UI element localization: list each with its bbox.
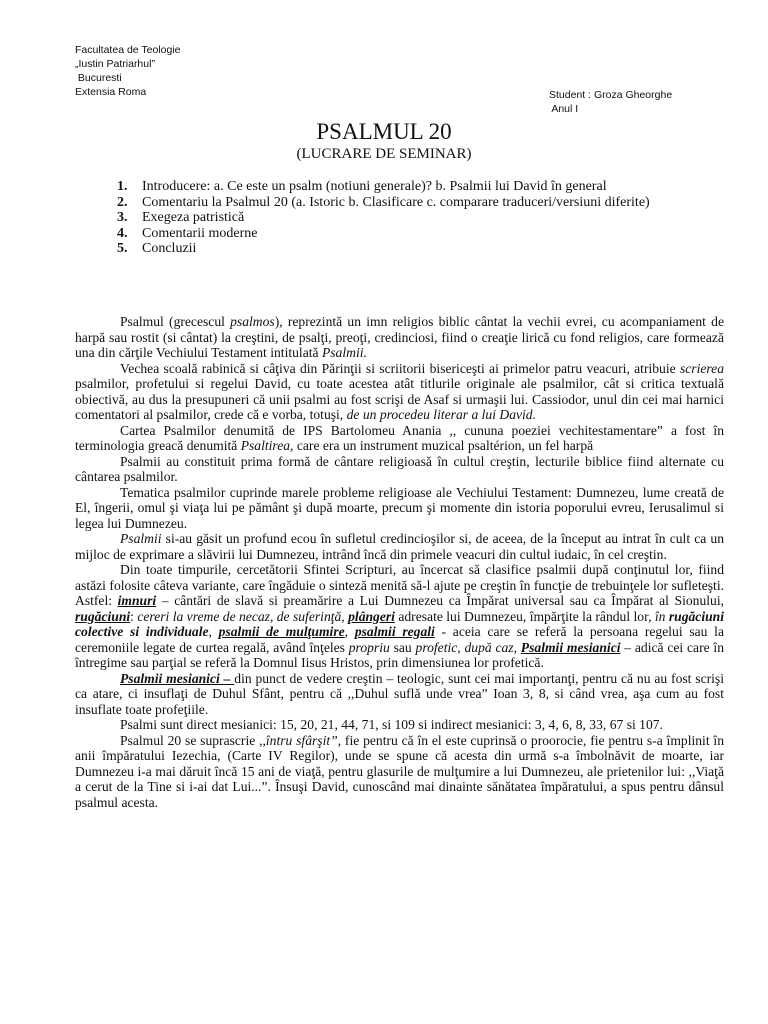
text-run-emphasis: psalmii de mulţumire [218,624,345,639]
text-run-italic: Psalmii [120,531,162,546]
text-run-italic: propriu [348,639,390,655]
text-run: – adică cei care în întregime sau parţial se referă la Domnul Iisus Hristos, prin dimensiunea lor profetică. [75,639,725,670]
text-run-italic: în [654,608,666,624]
text-run: Din toate timpurile, cercetătorii Sfintei Scripturi, au încercat să clasifice psalmii după conţinutul lor, fiind astăzi folosite câteva variante, care îngăduie o sinteză menită să-l ajute pe creştin în funcţie de trebuinţele lor sufleteşti. Astfel: [75,562,724,608]
paragraph-psalm-20 [75,733,724,811]
toc-item [117,195,724,211]
text-run: Psalmul (grecescul [120,314,231,329]
institution-header [75,43,180,99]
text-run: , [208,624,219,639]
paragraph-echo [75,531,724,562]
text-run: care era un instrument muzical psaltérion, un fel harpă [293,438,594,453]
text-run-emphasis: psalmii regali [354,624,435,639]
faculty-name: Facultatea de Teologie [75,44,181,56]
toc-text: Concluzii [142,241,197,256]
text-run-italic: de un procedeu literar a lui David. [346,407,537,422]
text-run-italic: Psalmii. [321,345,367,360]
paragraph-messianic [75,671,724,718]
text-run-emphasis: plângeri [348,608,395,624]
toc-text: Exegeza patristică [142,210,245,225]
page-subtitle: (LUCRARE DE SEMINAR) [296,146,472,162]
text-run-emphasis: imnuri [117,593,157,608]
body-text [75,314,724,810]
text-run-emphasis: rugăciuni colective si individuale [75,608,725,639]
toc-item [117,179,724,195]
toc-number: 2. [117,194,128,210]
text-run: - aceia care se referă la persoana regelui sau la ceremoniile legate de curtea regală, având înţeles [75,624,724,655]
text-run: ), reprezintă un imn religios biblic cântat la vechii evrei, cu acompaniament de harpă sau rostit (si cântat) la creştini, de psalţi, preoţi, credinciosi, fiind o creaţie lirică cu fond religios, care formează una din cărţile Vechiului Testament intitulată [75,314,724,360]
text-run: si-au găsit un profund ecou în sufletul credincioşilor si, de aceea, de la început au intrat în cult ca un mijloc de exprimare a slăvirii lui Dumnezeu, intrând încă din primele veacuri din cultul iudaic, în cel creştin. [75,531,724,562]
text-run: din punct de vedere creştin – teologic, sunt cei mai importanţi, pentru că nu au fost scrişi ca atare, ci insuflaţi de Duhul Sfânt, pentru că ,,Duhul suflă unde vrea” Ioan 3, 8, si când vrea, aşa cum au fost insuflate toate profeţiile. [75,670,724,717]
text-run: Psalmul 20 se suprascrie ,, [120,732,266,748]
text-run: adresate lui Dumnezeu, împărţite la rândul lor, [394,608,655,624]
faculty-patron: „Iustin Patriarhul” [75,58,155,70]
text-run-italic: cereri la vreme de necaz, de suferinţă, [137,608,345,624]
text-run-italic: Psaltirea, [240,438,294,453]
text-run: Vechea scoală rabinică si câţiva din Părinţii si scriitorii bisericeşti ai primelor patru veacuri, atribuie [120,360,680,376]
toc-item [117,241,724,257]
page-title: PSALMUL 20 [316,119,452,144]
text-run: psalmilor, profetului si regelui David, cu toate acestea atât titlurile originale ale psalmilor, cât si critica textuală obiectivă, au dus la presupuneri că unii psalmi au fost scrişi de Asaf si urmaşii lui. Cassiodor, unul din cei mai harnici comentatori al psalmilor, crede că e vorba, totuşi, [75,376,724,422]
paragraph-classification [75,562,724,671]
text-run-italic: scrierea [679,360,724,376]
text-run: Cartea Psalmilor denumită de IPS Bartolomeu Anania ,, cununa poeziei vechitestamentare” a fost în terminologia greacă denumită [75,422,724,453]
table-of-contents [117,179,724,257]
toc-number: 5. [117,241,128,256]
toc-text: Comentarii moderne [142,225,258,241]
text-run-emphasis: Psalmii mesianici [520,639,621,655]
faculty-city: Bucuresti [75,72,122,84]
text-run: , fie pentru că în el este cuprinsă o proorocie, fie pentru s-a împlinit în anii împăratului Iezechia, (Carte IV Regilor), unde se spune că acesta din urmă s-a îmbolnăvit de moarte, iar Dumnezeu i-a mai dăruit încă 15 ani de viaţă, pentru glasurile de mulţumire a lui Dumnezeu, ale prietenilor lui: ,,Viaţă a cerut de la Tine si i-ai dat Lui...”. Însuşi David, cunoscând mai dinainte sănătatea împăratului, a spus pentru dânsul psalmul acesta. [75,732,724,810]
paragraph-messianic-list: Psalmi sunt direct mesianici: 15, 20, 21, 44, 71, si 109 si indirect mesianici: 3, 4, 6, 8, 33, 67 si 107. [120,717,663,732]
toc-number: 4. [117,225,128,241]
toc-text: Introducere: a. Ce este un psalm (notiuni generale)? b. Psalmii lui David în general [142,179,607,194]
text-run-emphasis: Psalmii mesianici – [120,670,235,686]
text-run: , [344,624,355,639]
paragraph-themes: Tematica psalmilor cuprinde marele probleme religioase ale Vechiului Testament: Dumnezeu, lume creată de El, îngerii, omul şi viaţa lui pe pământ şi după moarte, precum şi momente din istoria poporului evreu, Ierusalimul si legea lui Dumnezeu. [75,484,724,531]
text-run-italic: psalmos [230,314,275,329]
toc-text: Comentariu la Psalmul 20 (a. Istoric b. Clasificare c. comparare traduceri/versiuni diferite) [142,194,650,210]
student-year: Anul I [549,103,579,115]
toc-number: 3. [117,210,128,225]
text-run-italic: profetic, după caz, [415,639,517,655]
text-run-emphasis: rugăciuni [75,608,131,624]
faculty-extension: Extensia Roma [75,86,147,98]
student-header [549,88,672,116]
paragraph-psalm-definition [75,314,724,361]
student-name: Student : Groza Gheorghe [549,89,673,101]
paragraph-psaltirea [75,423,724,454]
paragraph-authorship [75,361,724,423]
toc-item [117,226,724,242]
paragraph-christian-cult: Psalmii au constituit prima formă de cântare religioasă în cultul creştin, lecturile biblice fiind alternate cu cântarea psalmilor. [75,453,724,484]
toc-number: 1. [117,179,128,194]
text-run-italic: întru sfârşit” [265,732,338,748]
text-run: – cântări de slavă si preamărire a Lui Dumnezeu ca Împărat universal sau ca Împărat al Sionului, [156,593,724,608]
text-run: : [130,608,138,624]
text-run: sau [389,639,416,655]
toc-item [117,210,724,226]
